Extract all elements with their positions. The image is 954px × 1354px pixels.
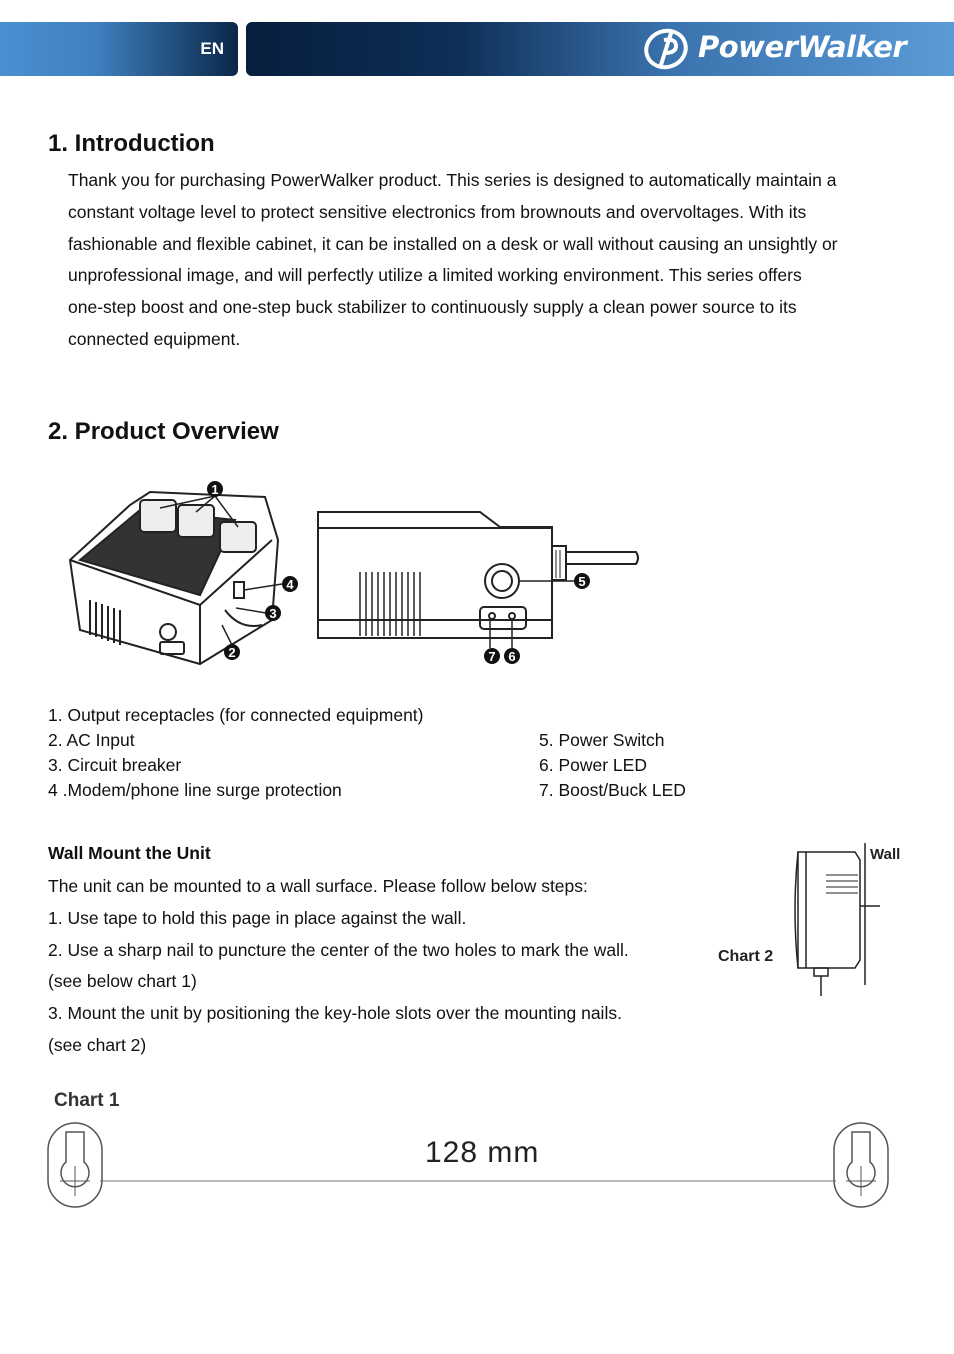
step-line: 3. Mount the unit by positioning the key-hole slots over the mounting nails. xyxy=(48,1003,622,1024)
component-list-right xyxy=(539,728,686,803)
component-list-left xyxy=(48,703,424,803)
list-item: 1. Output receptacles (for connected equipment) xyxy=(48,705,424,725)
intro-line: one-step boost and one-step buck stabilizer to continuously supply a clean power source to its xyxy=(68,297,797,318)
callout-7: 7 xyxy=(488,649,496,664)
list-item: 6. Power LED xyxy=(539,755,647,775)
wall-mount-heading: Wall Mount the Unit xyxy=(48,843,211,863)
chart2-label: Chart 2 xyxy=(718,948,774,965)
chart1-label: Chart 1 xyxy=(54,1090,120,1111)
intro-line: connected equipment. xyxy=(68,328,241,349)
wall-label: Wall xyxy=(870,846,901,863)
intro-line: unprofessional image, and will perfectly utilize a limited working environment. This series offers xyxy=(68,265,802,286)
brand-name: PowerWalker xyxy=(698,30,907,64)
intro-line: fashionable and flexible cabinet, it can be installed on a desk or wall without causing an unsightly or xyxy=(68,233,838,254)
step-line: 1. Use tape to hold this page in place against the wall. xyxy=(48,907,467,928)
step-line: (see below chart 1) xyxy=(48,971,197,992)
language-label: EN xyxy=(200,39,224,58)
step-line: The unit can be mounted to a wall surface. Please follow below steps: xyxy=(48,876,588,896)
callout-3: 3 xyxy=(269,606,277,621)
list-item: 2. AC Input xyxy=(48,730,135,750)
intro-line: constant voltage level to protect sensitive electronics from brownouts and overvoltages. With its xyxy=(68,201,807,222)
callout-1: 1 xyxy=(211,482,219,497)
step-line: 2. Use a sharp nail to puncture the center of the two holes to mark the wall. xyxy=(48,939,629,960)
overview-heading: 2. Product Overview xyxy=(48,418,279,445)
list-item: 4 .Modem/phone line surge protection xyxy=(48,780,342,800)
callout-6: 6 xyxy=(508,649,516,664)
step-line: (see chart 2) xyxy=(48,1034,147,1055)
hole-distance-label: 128 mm xyxy=(425,1136,540,1169)
list-item: 5. Power Switch xyxy=(539,730,665,750)
intro-line: Thank you for purchasing PowerWalker product. This series is designed to automatically maintain a xyxy=(68,170,837,190)
callout-4: 4 xyxy=(286,577,294,592)
chart2-wall-diagram xyxy=(795,843,880,996)
intro-heading: 1. Introduction xyxy=(48,130,215,157)
callout-2: 2 xyxy=(228,645,236,660)
callout-5: 5 xyxy=(578,574,586,589)
wall-mount-steps xyxy=(48,871,629,1062)
list-item: 3. Circuit breaker xyxy=(48,755,182,775)
list-item: 7. Boost/Buck LED xyxy=(539,780,686,800)
